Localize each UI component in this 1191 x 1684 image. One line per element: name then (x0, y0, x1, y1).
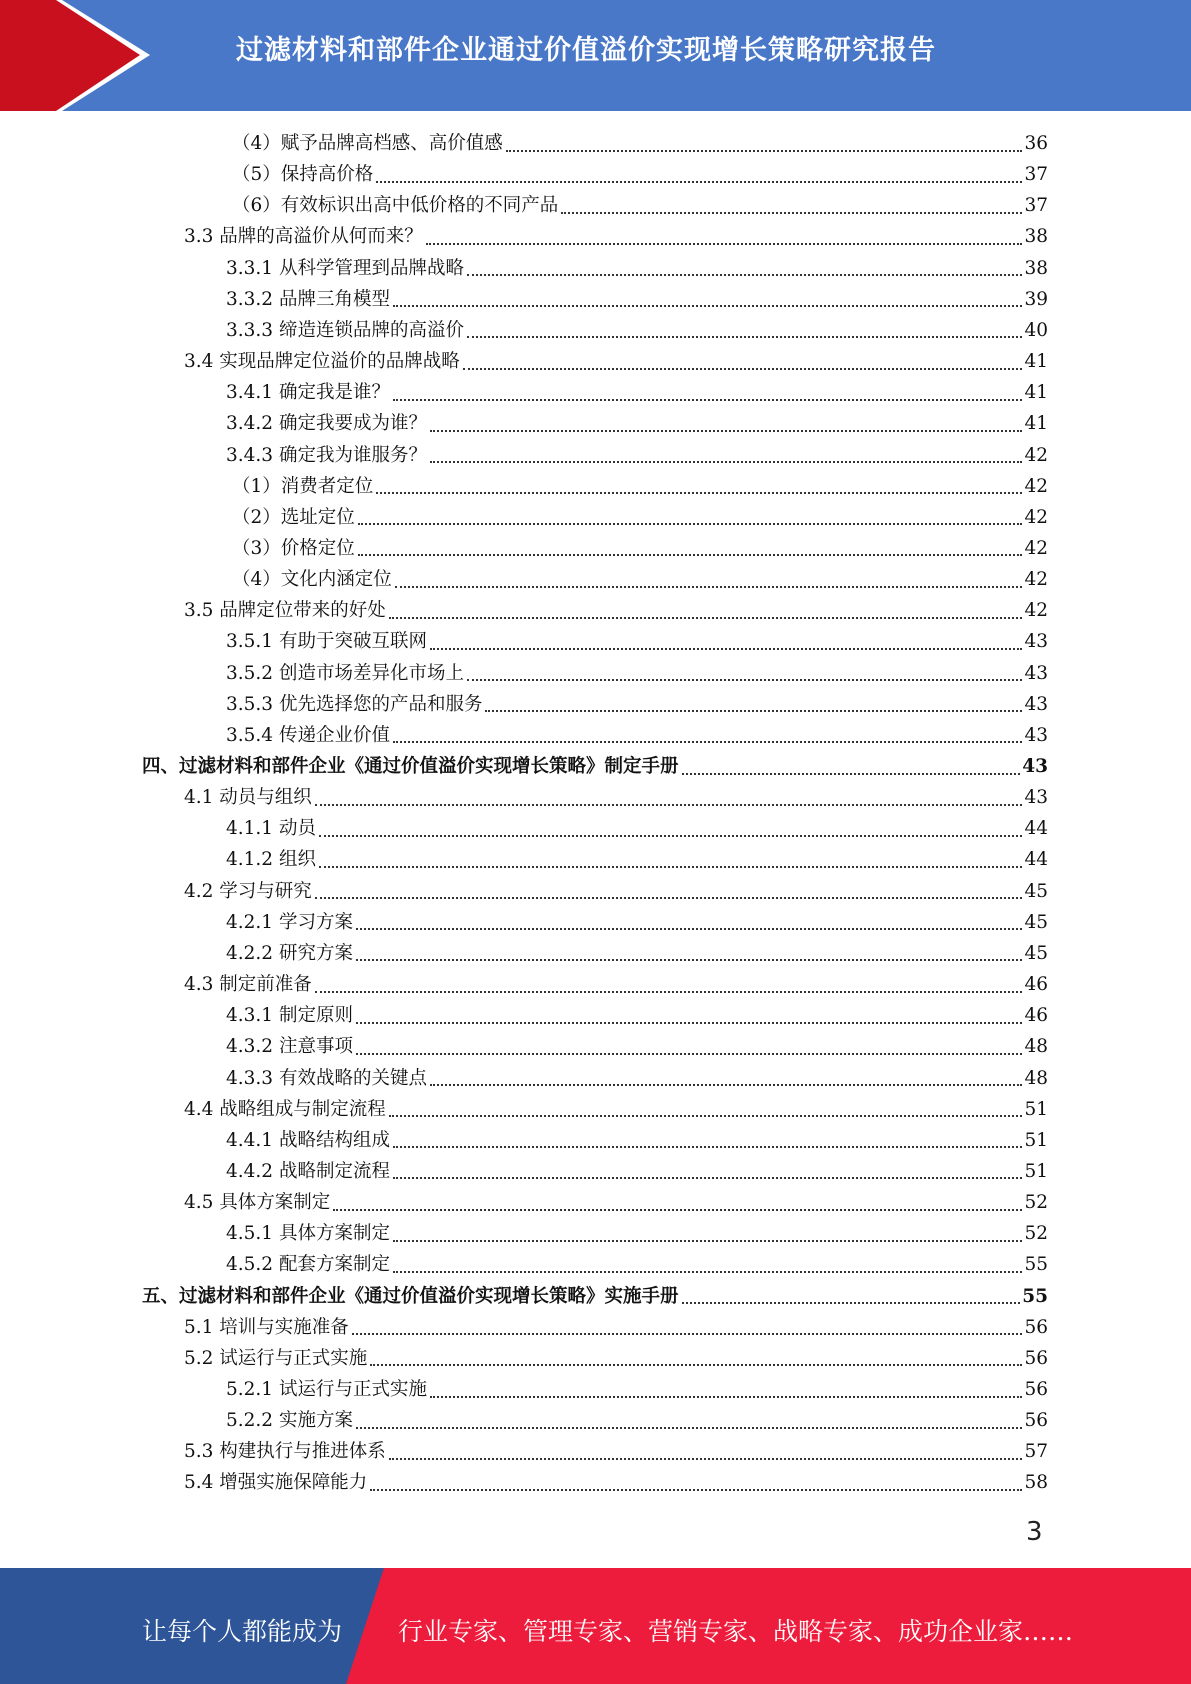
toc-leader-dots (467, 336, 1022, 338)
toc-entry-page: 43 (1024, 693, 1048, 715)
toc-entry-title: 3.3.1 从科学管理到品牌战略 (226, 257, 464, 279)
toc-leader-dots (393, 741, 1022, 743)
toc-entry[interactable] (184, 969, 1048, 1000)
toc-entry-title: 4.4 战略组成与制定流程 (184, 1098, 386, 1120)
toc-entry[interactable] (184, 1094, 1048, 1125)
toc-entry-page: 51 (1024, 1160, 1048, 1182)
toc-entry-title: 4.2.1 学习方案 (226, 911, 353, 933)
toc-entry-title: 4.3.2 注意事项 (226, 1036, 353, 1058)
toc-entry-title: 4.3.1 制定原则 (226, 1005, 353, 1027)
toc-entry-title: 五、过滤材料和部件企业《通过价值溢价实现增长策略》实施手册 (142, 1285, 679, 1307)
toc-leader-dots (315, 991, 1023, 993)
toc-entry-page: 39 (1024, 288, 1048, 310)
toc-entry-title: 4.1.1 动员 (226, 818, 316, 840)
toc-entry-title: 5.2 试运行与正式实施 (184, 1347, 368, 1369)
toc-entry[interactable] (142, 1281, 1048, 1312)
toc-leader-dots (395, 586, 1023, 588)
toc-entry-page: 43 (1024, 631, 1048, 653)
toc-entry-title: 3.5 品牌定位带来的好处 (184, 600, 386, 622)
toc-entry[interactable] (226, 720, 1048, 751)
toc-entry-title: 4.5 具体方案制定 (184, 1192, 331, 1214)
toc-entry-page: 55 (1024, 1254, 1048, 1276)
toc-entry[interactable] (232, 190, 1048, 221)
toc-entry[interactable] (184, 346, 1048, 377)
toc-entry[interactable] (226, 1218, 1048, 1249)
toc-entry-title: 4.3 制定前准备 (184, 974, 312, 996)
toc-entry-page: 41 (1024, 351, 1048, 373)
toc-entry-page: 48 (1024, 1067, 1048, 1089)
toc-entry[interactable] (226, 689, 1048, 720)
toc-leader-dots (356, 1427, 1023, 1429)
toc-leader-dots (315, 804, 1023, 806)
toc-entry-page: 42 (1024, 444, 1048, 466)
toc-entry-title: 5.1 培训与实施准备 (184, 1316, 349, 1338)
toc-entry-title: （6）有效标识出高中低价格的不同产品 (232, 195, 559, 217)
toc-leader-dots (356, 959, 1023, 961)
toc-entry-page: 40 (1024, 319, 1048, 341)
toc-leader-dots (376, 181, 1022, 183)
toc-entry[interactable] (184, 1343, 1048, 1374)
toc-entry[interactable] (226, 1374, 1048, 1405)
toc-entry-page: 55 (1022, 1285, 1048, 1307)
toc-entry-page: 41 (1024, 413, 1048, 435)
toc-entry-page: 46 (1024, 1005, 1048, 1027)
toc-entry-title: 4.2 学习与研究 (184, 880, 312, 902)
toc-entry-page: 45 (1024, 942, 1048, 964)
toc-entry[interactable] (226, 1031, 1048, 1062)
toc-entry[interactable] (226, 377, 1048, 408)
toc-leader-dots (430, 461, 1022, 463)
toc-leader-dots (319, 866, 1023, 868)
toc-entry[interactable] (226, 253, 1048, 284)
toc-leader-dots (430, 430, 1022, 432)
toc-leader-dots (358, 523, 1023, 525)
toc-entry-page: 51 (1024, 1098, 1048, 1120)
toc-entry[interactable] (226, 844, 1048, 875)
toc-entry-page: 56 (1024, 1410, 1048, 1432)
toc-leader-dots (356, 1022, 1023, 1024)
toc-leader-dots (430, 1084, 1022, 1086)
toc-entry-title: 5.4 增强实施保障能力 (184, 1472, 368, 1494)
toc-entry-title: 4.4.2 战略制定流程 (226, 1160, 390, 1182)
toc-entry-page: 42 (1024, 475, 1048, 497)
toc-entry-title: 3.4.3 确定我为谁服务？ (226, 444, 427, 466)
toc-entry[interactable] (232, 159, 1048, 190)
toc-entry-page: 43 (1024, 662, 1048, 684)
toc-leader-dots (393, 1146, 1022, 1148)
toc-entry-title: 3.5.4 传递企业价值 (226, 724, 390, 746)
toc-entry-page: 38 (1024, 226, 1048, 248)
toc-leader-dots (393, 1271, 1022, 1273)
toc-entry[interactable] (184, 782, 1048, 813)
toc-entry-title: （4）文化内涵定位 (232, 569, 392, 591)
toc-entry[interactable] (184, 221, 1048, 252)
toc-entry-title: （2）选址定位 (232, 506, 355, 528)
toc-entry-page: 37 (1024, 164, 1048, 186)
toc-entry-title: 5.3 构建执行与推进体系 (184, 1441, 386, 1463)
toc-entry[interactable] (232, 471, 1048, 502)
toc-entry[interactable] (226, 284, 1048, 315)
toc-entry-title: 4.5.2 配套方案制定 (226, 1254, 390, 1276)
toc-entry-page: 48 (1024, 1036, 1048, 1058)
toc-entry-title: 5.2.1 试运行与正式实施 (226, 1379, 427, 1400)
toc-entry-page: 58 (1024, 1472, 1048, 1494)
toc-entry-title: 3.5.3 优先选择您的产品和服务 (226, 693, 483, 715)
toc-leader-dots (561, 212, 1022, 214)
page-number: 3 (1026, 1517, 1043, 1547)
toc-leader-dots (389, 617, 1023, 619)
toc-entry[interactable] (226, 315, 1048, 346)
toc-entry-title: 4.4.1 战略结构组成 (226, 1129, 390, 1151)
toc-entry-title: 4.3.3 有效战略的关键点 (226, 1067, 427, 1089)
toc-entry-title: 四、过滤材料和部件企业《通过价值溢价实现增长策略》制定手册 (142, 756, 679, 777)
toc-leader-dots (356, 1053, 1023, 1055)
toc-entry-page: 41 (1024, 382, 1048, 404)
toc-leader-dots (485, 710, 1022, 712)
toc-leader-dots (333, 1209, 1022, 1211)
toc-entry-page: 44 (1024, 818, 1048, 840)
toc-entry[interactable] (184, 595, 1048, 626)
toc-entry[interactable] (184, 1187, 1048, 1218)
toc-leader-dots (370, 1364, 1022, 1366)
toc-entry-page: 36 (1024, 133, 1048, 154)
toc-entry-page: 37 (1024, 195, 1048, 217)
toc-entry[interactable] (226, 1249, 1048, 1280)
toc-entry[interactable] (142, 751, 1048, 782)
toc-entry-title: 3.4.2 确定我要成为谁？ (226, 413, 427, 435)
toc-entry[interactable] (226, 1156, 1048, 1187)
toc-entry[interactable] (184, 1467, 1048, 1498)
toc-entry-page: 42 (1024, 506, 1048, 528)
toc-leader-dots (426, 243, 1023, 245)
toc-entry-page: 42 (1024, 600, 1048, 622)
toc-entry[interactable] (226, 1405, 1048, 1436)
footer-slogan-right: 行业专家、管理专家、营销专家、战略专家、成功企业家…… (398, 1617, 1074, 1646)
toc-entry-title: 4.1.2 组织 (226, 849, 316, 871)
toc-leader-dots (352, 1333, 1023, 1335)
toc-entry-page: 44 (1024, 849, 1048, 871)
toc-leader-dots (682, 1302, 1021, 1304)
toc-leader-dots (393, 1177, 1022, 1179)
toc-leader-dots (506, 150, 1023, 152)
toc-leader-dots (358, 554, 1023, 556)
toc-entry-page: 42 (1024, 537, 1048, 559)
header-arrow-decoration (0, 0, 160, 111)
toc-entry[interactable] (232, 533, 1048, 564)
toc-entry-title: （4）赋予品牌高档感、高价值感 (232, 133, 503, 154)
toc-entry-page: 43 (1022, 756, 1048, 777)
toc-leader-dots (430, 648, 1022, 650)
toc-entry-page: 43 (1024, 787, 1048, 809)
toc-leader-dots (319, 835, 1023, 837)
toc-entry[interactable] (226, 938, 1048, 969)
toc-entry-title: 4.1 动员与组织 (184, 787, 312, 809)
toc-leader-dots (430, 1396, 1022, 1398)
toc-entry[interactable] (226, 813, 1048, 844)
toc-entry-page: 56 (1024, 1316, 1048, 1338)
toc-leader-dots (682, 773, 1021, 775)
toc-leader-dots (393, 1240, 1022, 1242)
toc-entry-title: （3）价格定位 (232, 537, 355, 559)
toc-entry-page: 42 (1024, 569, 1048, 591)
toc-entry-title: （5）保持高价格 (232, 164, 374, 186)
toc-leader-dots (370, 1489, 1022, 1491)
toc-entry[interactable] (226, 408, 1048, 439)
toc-entry-title: 5.2.2 实施方案 (226, 1410, 353, 1432)
toc-leader-dots (463, 368, 1023, 370)
toc-entry[interactable] (226, 1000, 1048, 1031)
toc-entry-page: 51 (1024, 1129, 1048, 1151)
toc-entry-page: 52 (1024, 1223, 1048, 1245)
toc-entry-page: 38 (1024, 257, 1048, 279)
toc-entry-title: 4.5.1 具体方案制定 (226, 1223, 390, 1245)
footer-band (0, 1568, 1191, 1684)
toc-leader-dots (393, 305, 1022, 307)
toc-entry-title: 3.3.3 缔造连锁品牌的高溢价 (226, 319, 464, 341)
toc-entry[interactable] (232, 564, 1048, 595)
toc-entry[interactable] (226, 658, 1048, 689)
toc-entry-title: 4.2.2 研究方案 (226, 942, 353, 964)
toc-entry-page: 45 (1024, 880, 1048, 902)
toc-entry-title: 3.3 品牌的高溢价从何而来？ (184, 226, 423, 248)
toc-leader-dots (389, 1458, 1023, 1460)
header-title: 过滤材料和部件企业通过价值溢价实现增长策略研究报告 (236, 35, 936, 66)
toc-entry[interactable] (232, 502, 1048, 533)
toc-entry[interactable] (184, 1312, 1048, 1343)
toc-entry[interactable] (184, 1436, 1048, 1467)
toc-entry-page: 52 (1024, 1192, 1048, 1214)
toc-entry-page: 43 (1024, 724, 1048, 746)
toc-leader-dots (376, 492, 1022, 494)
toc-entry[interactable] (226, 1125, 1048, 1156)
toc-entry-page: 57 (1024, 1441, 1048, 1463)
toc-entry-title: 3.4.1 确定我是谁？ (226, 382, 390, 404)
toc-leader-dots (467, 274, 1022, 276)
toc-entry[interactable] (184, 876, 1048, 907)
toc-entry[interactable] (226, 907, 1048, 938)
toc-entry-title: 3.3.2 品牌三角模型 (226, 288, 390, 310)
toc-entry[interactable] (226, 1063, 1048, 1094)
toc-entry[interactable] (232, 128, 1048, 159)
toc-entry-page: 56 (1024, 1379, 1048, 1400)
toc-entry[interactable] (226, 440, 1048, 471)
toc-entry-page: 46 (1024, 974, 1048, 996)
toc-leader-dots (356, 928, 1023, 930)
footer-slogan-left: 让每个人都能成为 (142, 1617, 343, 1646)
header-band (0, 0, 1191, 111)
toc-entry-page: 45 (1024, 911, 1048, 933)
toc-entry-title: 3.5.1 有助于突破互联网 (226, 631, 427, 653)
toc-entry-page: 56 (1024, 1347, 1048, 1369)
toc-leader-dots (467, 679, 1022, 681)
toc-entry-title: （1）消费者定位 (232, 475, 374, 497)
toc-leader-dots (315, 897, 1023, 899)
toc-leader-dots (389, 1115, 1023, 1117)
toc-entry-title: 3.5.2 创造市场差异化市场上 (226, 662, 464, 684)
toc-entry-title: 3.4 实现品牌定位溢价的品牌战略 (184, 351, 460, 373)
toc-leader-dots (393, 399, 1022, 401)
toc-entry[interactable] (226, 626, 1048, 657)
